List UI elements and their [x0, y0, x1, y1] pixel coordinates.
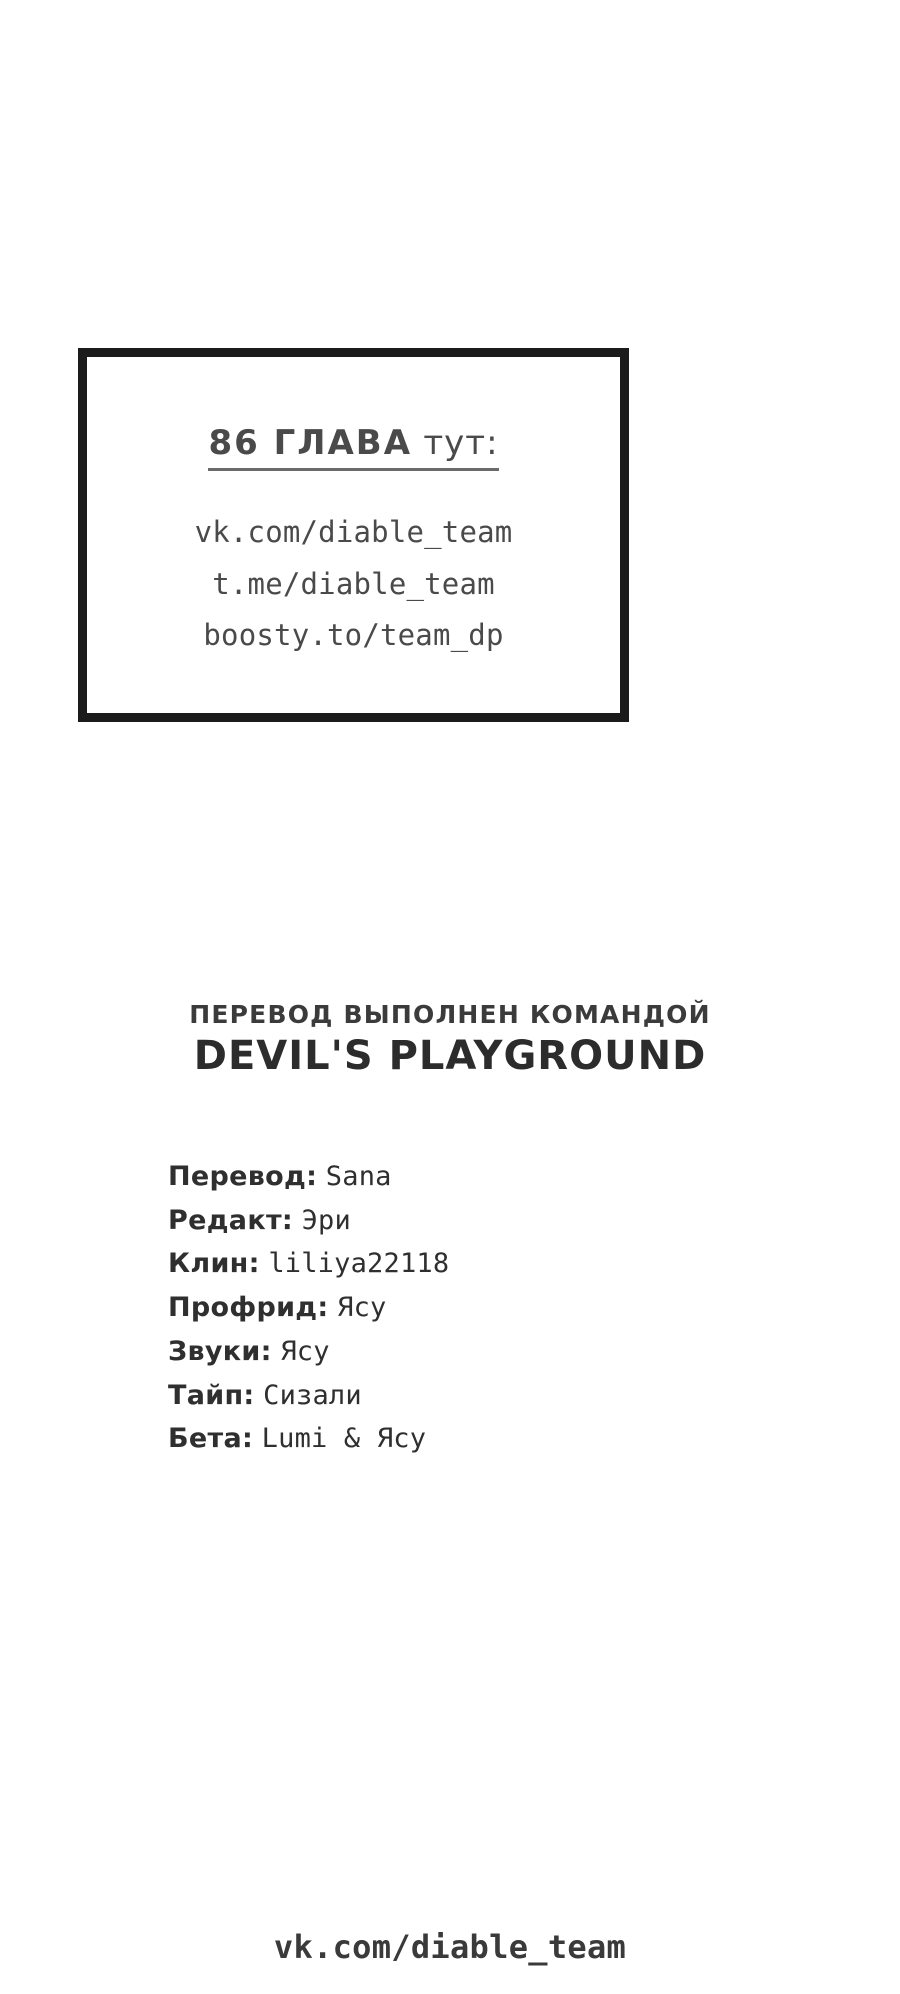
credits-intro-text: ПЕРЕВОД ВЫПОЛНЕН КОМАНДОЙ [189, 1000, 711, 1029]
staff-list [0, 1155, 900, 1461]
credits-block [0, 1000, 900, 1079]
staff-role: Клин: [168, 1248, 260, 1280]
staff-row [168, 1330, 330, 1374]
staff-row [168, 1199, 351, 1243]
footer-link-vk[interactable]: vk.com/diable_team [273, 1928, 627, 1966]
chapter-link-box [78, 348, 629, 722]
staff-role: Редакт: [168, 1204, 293, 1236]
team-name: DEVIL'S PLAYGROUND [193, 1033, 707, 1079]
staff-row [168, 1374, 362, 1418]
staff-role: Профрид: [168, 1292, 329, 1324]
staff-name: Сизали [263, 1379, 362, 1411]
chapter-heading [208, 423, 498, 471]
staff-name: Ясу [337, 1292, 387, 1324]
staff-name: Lumi & Ясу [261, 1423, 427, 1455]
staff-name: liliya22118 [268, 1248, 450, 1280]
chapter-number: 86 ГЛАВА [208, 423, 413, 463]
staff-name: Эри [301, 1204, 351, 1236]
staff-role: Тайп: [168, 1379, 255, 1411]
link-telegram[interactable]: t.me/diable_team [212, 566, 495, 601]
staff-row [168, 1155, 392, 1199]
staff-role: Звуки: [168, 1335, 272, 1367]
link-vk[interactable]: vk.com/diable_team [194, 515, 513, 549]
staff-row [168, 1242, 449, 1286]
staff-name: Ясу [280, 1335, 330, 1367]
staff-name: Sana [325, 1161, 392, 1192]
staff-row [168, 1417, 426, 1461]
staff-role: Бета: [168, 1423, 254, 1455]
link-boosty[interactable]: boosty.to/team_dp [203, 618, 504, 653]
staff-row [168, 1286, 386, 1330]
chapter-suffix: тут: [423, 423, 499, 463]
staff-role: Перевод: [168, 1161, 318, 1192]
